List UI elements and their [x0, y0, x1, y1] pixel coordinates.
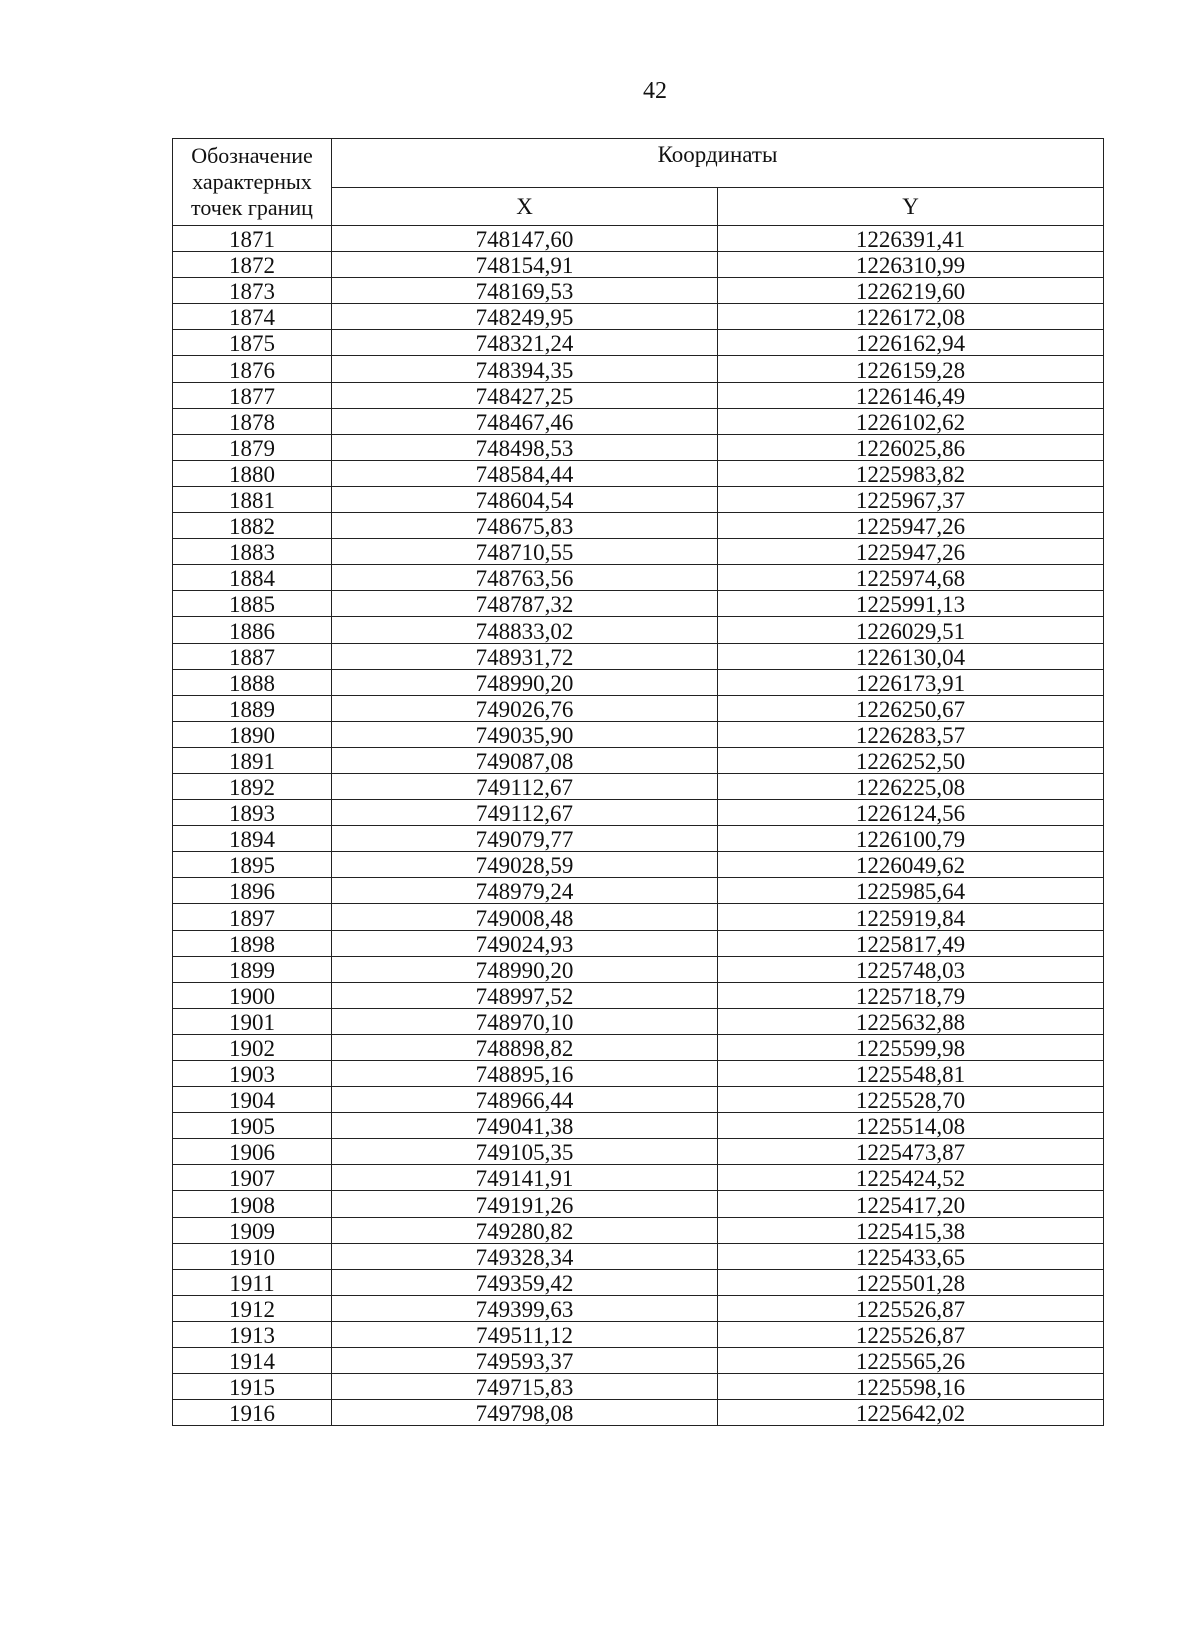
y-coordinate-cell: 1226173,91 [718, 669, 1104, 695]
point-id-cell: 1899 [173, 956, 332, 982]
coordinates-table [172, 138, 1104, 1426]
y-coordinate-cell: 1226130,04 [718, 643, 1104, 669]
x-coordinate-cell: 748763,56 [332, 565, 718, 591]
point-id-cell: 1901 [173, 1008, 332, 1034]
y-coordinate-cell: 1226250,67 [718, 695, 1104, 721]
point-id-cell: 1879 [173, 434, 332, 460]
table-row [173, 1269, 1104, 1295]
x-coordinate-cell: 749328,34 [332, 1243, 718, 1269]
y-coordinate-cell: 1225974,68 [718, 565, 1104, 591]
x-coordinate-cell: 748321,24 [332, 330, 718, 356]
point-id-cell: 1877 [173, 382, 332, 408]
table-row [173, 1295, 1104, 1321]
x-coordinate-cell: 749024,93 [332, 930, 718, 956]
point-id-cell: 1890 [173, 721, 332, 747]
point-id-cell: 1905 [173, 1113, 332, 1139]
table-row [173, 356, 1104, 382]
table-row [173, 721, 1104, 747]
x-coordinate-cell: 749105,35 [332, 1139, 718, 1165]
y-coordinate-cell: 1226252,50 [718, 747, 1104, 773]
point-id-cell: 1872 [173, 252, 332, 278]
y-coordinate-cell: 1225991,13 [718, 591, 1104, 617]
point-id-cell: 1885 [173, 591, 332, 617]
x-coordinate-cell: 748584,44 [332, 460, 718, 486]
header-y: Y [718, 188, 1104, 226]
point-id-cell: 1874 [173, 304, 332, 330]
point-id-cell: 1909 [173, 1217, 332, 1243]
point-id-cell: 1911 [173, 1269, 332, 1295]
y-coordinate-cell: 1225967,37 [718, 486, 1104, 512]
table-row [173, 252, 1104, 278]
table-row [173, 460, 1104, 486]
table-row [173, 382, 1104, 408]
y-coordinate-cell: 1225642,02 [718, 1400, 1104, 1426]
y-coordinate-cell: 1226159,28 [718, 356, 1104, 382]
x-coordinate-cell: 748147,60 [332, 226, 718, 252]
y-coordinate-cell: 1226102,62 [718, 408, 1104, 434]
table-row [173, 1348, 1104, 1374]
table-row [173, 304, 1104, 330]
y-coordinate-cell: 1225528,70 [718, 1087, 1104, 1113]
table-row [173, 669, 1104, 695]
x-coordinate-cell: 749026,76 [332, 695, 718, 721]
x-coordinate-cell: 749028,59 [332, 852, 718, 878]
table-row [173, 1243, 1104, 1269]
table-row [173, 591, 1104, 617]
point-id-cell: 1910 [173, 1243, 332, 1269]
table-header [173, 139, 1104, 226]
point-id-cell: 1912 [173, 1295, 332, 1321]
x-coordinate-cell: 749359,42 [332, 1269, 718, 1295]
table-row [173, 330, 1104, 356]
x-coordinate-cell: 748970,10 [332, 1008, 718, 1034]
x-coordinate-cell: 748394,35 [332, 356, 718, 382]
table-row [173, 1191, 1104, 1217]
y-coordinate-cell: 1226146,49 [718, 382, 1104, 408]
x-coordinate-cell: 748427,25 [332, 382, 718, 408]
table-row [173, 773, 1104, 799]
point-id-cell: 1878 [173, 408, 332, 434]
point-id-cell: 1906 [173, 1139, 332, 1165]
header-row-top [173, 139, 1104, 188]
table-row [173, 826, 1104, 852]
point-id-cell: 1883 [173, 539, 332, 565]
x-coordinate-cell: 748169,53 [332, 278, 718, 304]
x-coordinate-cell: 749112,67 [332, 773, 718, 799]
y-coordinate-cell: 1226162,94 [718, 330, 1104, 356]
table-row [173, 643, 1104, 669]
table-row [173, 1087, 1104, 1113]
point-id-cell: 1908 [173, 1191, 332, 1217]
table-row [173, 226, 1104, 252]
table-row [173, 1400, 1104, 1426]
point-id-cell: 1884 [173, 565, 332, 591]
table-row [173, 278, 1104, 304]
x-coordinate-cell: 749079,77 [332, 826, 718, 852]
y-coordinate-cell: 1225565,26 [718, 1348, 1104, 1374]
point-id-cell: 1896 [173, 878, 332, 904]
table-row [173, 1321, 1104, 1347]
y-coordinate-cell: 1226049,62 [718, 852, 1104, 878]
header-coordinates: Координаты [332, 139, 1104, 188]
point-id-cell: 1902 [173, 1034, 332, 1060]
x-coordinate-cell: 749511,12 [332, 1321, 718, 1347]
point-id-cell: 1871 [173, 226, 332, 252]
y-coordinate-cell: 1225433,65 [718, 1243, 1104, 1269]
page-number: 42 [643, 78, 667, 104]
point-id-cell: 1875 [173, 330, 332, 356]
table-row [173, 1034, 1104, 1060]
y-coordinate-cell: 1225919,84 [718, 904, 1104, 930]
table-row [173, 956, 1104, 982]
point-id-cell: 1903 [173, 1061, 332, 1087]
point-id-cell: 1873 [173, 278, 332, 304]
y-coordinate-cell: 1226283,57 [718, 721, 1104, 747]
x-coordinate-cell: 748979,24 [332, 878, 718, 904]
x-coordinate-cell: 748898,82 [332, 1034, 718, 1060]
point-id-cell: 1894 [173, 826, 332, 852]
y-coordinate-cell: 1225817,49 [718, 930, 1104, 956]
table-row [173, 513, 1104, 539]
table-row [173, 1139, 1104, 1165]
x-coordinate-cell: 749399,63 [332, 1295, 718, 1321]
x-coordinate-cell: 748467,46 [332, 408, 718, 434]
point-id-cell: 1880 [173, 460, 332, 486]
x-coordinate-cell: 749191,26 [332, 1191, 718, 1217]
x-coordinate-cell: 748990,20 [332, 956, 718, 982]
point-id-cell: 1914 [173, 1348, 332, 1374]
y-coordinate-cell: 1225526,87 [718, 1321, 1104, 1347]
y-coordinate-cell: 1225632,88 [718, 1008, 1104, 1034]
point-id-cell: 1881 [173, 486, 332, 512]
x-coordinate-cell: 748931,72 [332, 643, 718, 669]
y-coordinate-cell: 1225424,52 [718, 1165, 1104, 1191]
point-id-cell: 1891 [173, 747, 332, 773]
point-id-cell: 1904 [173, 1087, 332, 1113]
table-row [173, 1374, 1104, 1400]
y-coordinate-cell: 1225985,64 [718, 878, 1104, 904]
x-coordinate-cell: 748990,20 [332, 669, 718, 695]
y-coordinate-cell: 1225599,98 [718, 1034, 1104, 1060]
table-row [173, 1113, 1104, 1139]
point-id-cell: 1897 [173, 904, 332, 930]
y-coordinate-cell: 1225514,08 [718, 1113, 1104, 1139]
x-coordinate-cell: 748895,16 [332, 1061, 718, 1087]
x-coordinate-cell: 749593,37 [332, 1348, 718, 1374]
point-id-cell: 1887 [173, 643, 332, 669]
point-id-cell: 1892 [173, 773, 332, 799]
y-coordinate-cell: 1225718,79 [718, 982, 1104, 1008]
x-coordinate-cell: 748997,52 [332, 982, 718, 1008]
x-coordinate-cell: 748249,95 [332, 304, 718, 330]
table-row [173, 904, 1104, 930]
y-coordinate-cell: 1226124,56 [718, 800, 1104, 826]
x-coordinate-cell: 748833,02 [332, 617, 718, 643]
table-row [173, 486, 1104, 512]
x-coordinate-cell: 749280,82 [332, 1217, 718, 1243]
table-row [173, 747, 1104, 773]
point-id-cell: 1900 [173, 982, 332, 1008]
point-id-cell: 1889 [173, 695, 332, 721]
y-coordinate-cell: 1225748,03 [718, 956, 1104, 982]
point-id-cell: 1882 [173, 513, 332, 539]
point-id-cell: 1888 [173, 669, 332, 695]
point-id-cell: 1886 [173, 617, 332, 643]
table-row [173, 1165, 1104, 1191]
point-id-cell: 1916 [173, 1400, 332, 1426]
x-coordinate-cell: 749112,67 [332, 800, 718, 826]
table-row [173, 408, 1104, 434]
x-coordinate-cell: 749715,83 [332, 1374, 718, 1400]
point-id-cell: 1876 [173, 356, 332, 382]
x-coordinate-cell: 749041,38 [332, 1113, 718, 1139]
y-coordinate-cell: 1225473,87 [718, 1139, 1104, 1165]
x-coordinate-cell: 749087,08 [332, 747, 718, 773]
table-row [173, 434, 1104, 460]
x-coordinate-cell: 748710,55 [332, 539, 718, 565]
y-coordinate-cell: 1226025,86 [718, 434, 1104, 460]
table-row [173, 1217, 1104, 1243]
x-coordinate-cell: 748604,54 [332, 486, 718, 512]
point-id-cell: 1895 [173, 852, 332, 878]
table-row [173, 852, 1104, 878]
y-coordinate-cell: 1225548,81 [718, 1061, 1104, 1087]
y-coordinate-cell: 1225526,87 [718, 1295, 1104, 1321]
x-coordinate-cell: 748787,32 [332, 591, 718, 617]
table-row [173, 1008, 1104, 1034]
y-coordinate-cell: 1226029,51 [718, 617, 1104, 643]
y-coordinate-cell: 1225415,38 [718, 1217, 1104, 1243]
table-row [173, 617, 1104, 643]
table-row [173, 982, 1104, 1008]
table-row [173, 695, 1104, 721]
table-row [173, 539, 1104, 565]
table-row [173, 800, 1104, 826]
y-coordinate-cell: 1225417,20 [718, 1191, 1104, 1217]
y-coordinate-cell: 1225598,16 [718, 1374, 1104, 1400]
y-coordinate-cell: 1226391,41 [718, 226, 1104, 252]
x-coordinate-cell: 748966,44 [332, 1087, 718, 1113]
header-x: X [332, 188, 718, 226]
y-coordinate-cell: 1226310,99 [718, 252, 1104, 278]
x-coordinate-cell: 749141,91 [332, 1165, 718, 1191]
y-coordinate-cell: 1225947,26 [718, 539, 1104, 565]
y-coordinate-cell: 1226172,08 [718, 304, 1104, 330]
x-coordinate-cell: 749798,08 [332, 1400, 718, 1426]
y-coordinate-cell: 1225501,28 [718, 1269, 1104, 1295]
table-row [173, 1061, 1104, 1087]
y-coordinate-cell: 1225983,82 [718, 460, 1104, 486]
point-id-cell: 1913 [173, 1321, 332, 1347]
x-coordinate-cell: 748675,83 [332, 513, 718, 539]
table-row [173, 565, 1104, 591]
y-coordinate-cell: 1226219,60 [718, 278, 1104, 304]
x-coordinate-cell: 748154,91 [332, 252, 718, 278]
x-coordinate-cell: 749008,48 [332, 904, 718, 930]
y-coordinate-cell: 1226100,79 [718, 826, 1104, 852]
x-coordinate-cell: 748498,53 [332, 434, 718, 460]
table-body [173, 226, 1104, 1426]
x-coordinate-cell: 749035,90 [332, 721, 718, 747]
point-id-cell: 1915 [173, 1374, 332, 1400]
header-point-id: Обозначение характерных точек границ [173, 139, 332, 226]
point-id-cell: 1893 [173, 800, 332, 826]
table-row [173, 878, 1104, 904]
y-coordinate-cell: 1225947,26 [718, 513, 1104, 539]
table-row [173, 930, 1104, 956]
y-coordinate-cell: 1226225,08 [718, 773, 1104, 799]
point-id-cell: 1898 [173, 930, 332, 956]
point-id-cell: 1907 [173, 1165, 332, 1191]
